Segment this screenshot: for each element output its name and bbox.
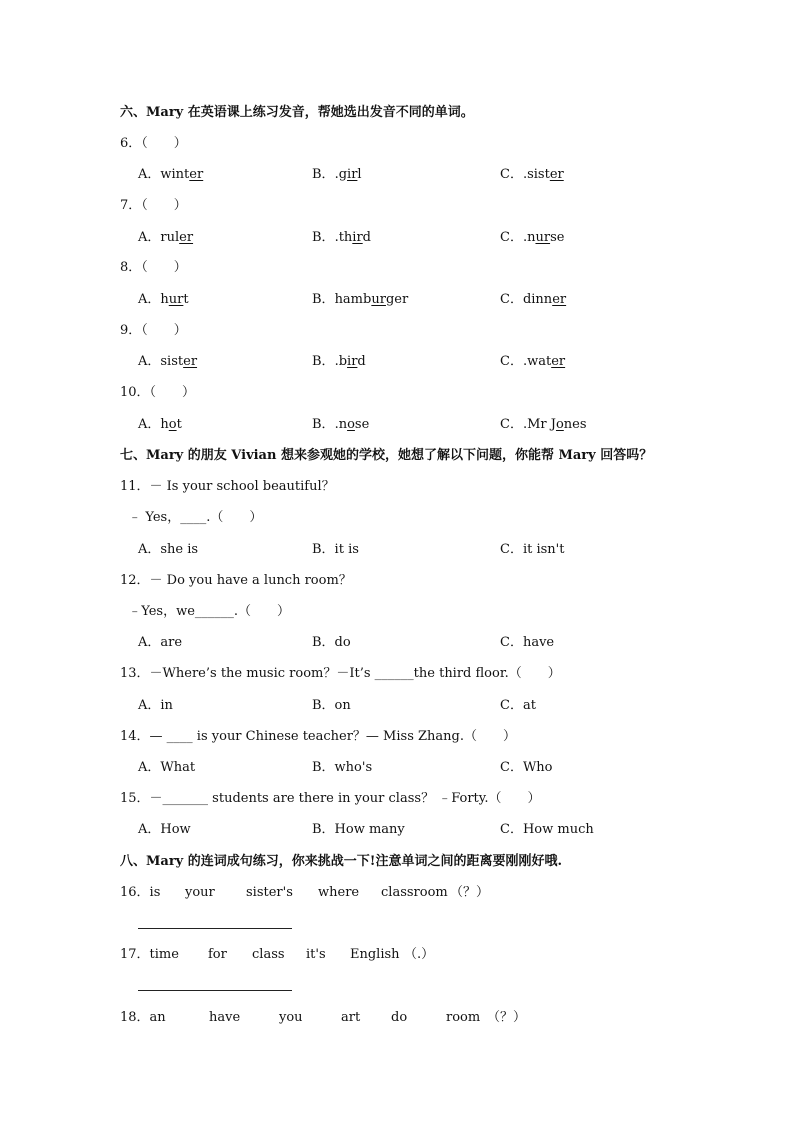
option-a[interactable]: A．in [138,698,173,713]
word: have [209,1010,241,1025]
question-12-options [138,635,738,651]
question-12-answer-stem: ﹣Yes，we______.（ ） [120,604,291,619]
option-b[interactable]: B．.nose [312,417,370,432]
answer-line-17[interactable] [138,990,292,991]
option-b[interactable]: B．who's [312,760,373,775]
question-15-options [138,822,738,838]
word: do [391,1010,408,1025]
question-9-stem: 9．（ ） [120,323,187,338]
option-b[interactable]: B．on [312,698,351,713]
option-c[interactable]: C．at [500,698,536,713]
word: English [350,947,400,962]
option-a[interactable]: A．hot [138,417,182,432]
option-a[interactable]: A．What [138,760,196,775]
question-8-stem: 8．（ ） [120,260,187,275]
question-18-words [120,1010,720,1026]
option-b[interactable]: B．.bird [312,354,366,369]
option-c[interactable]: C．.Mr Jones [500,417,587,432]
option-a[interactable]: A．are [138,635,183,650]
word: classroom [381,885,448,900]
option-b[interactable]: B．hamburger [312,292,409,307]
option-a[interactable]: A．sister [138,354,198,369]
punctuation-hint: （？） [487,1010,527,1025]
section-eight-heading: 八、Mary 的连词成句练习，你来挑战一下!注意单词之间的距离要刚刚好哦. [120,854,562,869]
word: where [318,885,360,900]
punctuation-hint: （？） [450,885,490,900]
word: art [341,1010,361,1025]
question-11-stem: 11．－ Is your school beautiful？ [120,479,335,494]
punctuation-hint: （.） [404,947,435,962]
question-10-stem: 10．（ ） [120,385,196,400]
question-14-stem: 14．— ____ is your Chinese teacher？— Miss Zhang.（ ） [120,729,516,744]
option-a[interactable]: A．she is [138,542,199,557]
option-c[interactable]: C．How much [500,822,594,837]
question-number: 16．is [120,885,161,900]
question-11-options [138,542,738,558]
question-13-options [138,698,738,714]
question-15-stem: 15．－_______ students are there in your class？ ﹣Forty.（ ） [120,791,541,806]
question-16-words [120,885,720,901]
word: class [252,947,285,962]
word: room [446,1010,481,1025]
question-6-stem: 6．（ ） [120,136,187,151]
answer-line-16[interactable] [138,928,292,929]
word: for [208,947,227,962]
option-b[interactable]: B．.third [312,230,371,245]
question-14-options [138,760,738,776]
question-7-stem: 7．（ ） [120,198,187,213]
question-8-options [138,292,738,308]
section-seven-heading: 七、Mary 的朋友 Vivian 想来参观她的学校，她想了解以下问题，你能帮 Mary 回答吗？ [120,448,653,463]
question-10-options [138,417,738,433]
option-c[interactable]: C．.sister [500,167,564,182]
question-9-options [138,354,738,370]
question-17-words [120,947,720,963]
option-c[interactable]: C．it isn't [500,542,565,557]
option-c[interactable]: C．dinner [500,292,567,307]
option-a[interactable]: A．hurt [138,292,189,307]
option-b[interactable]: B．.girl [312,167,362,182]
option-b[interactable]: B．it is [312,542,359,557]
option-b[interactable]: B．How many [312,822,405,837]
section-six-heading: 六、Mary 在英语课上练习发音，帮她选出发音不同的单词。 [120,105,474,120]
word: it's [306,947,326,962]
option-c[interactable]: C．.nurse [500,230,565,245]
question-number: 18．an [120,1010,166,1025]
word: your [185,885,215,900]
option-a[interactable]: A．ruler [138,230,194,245]
option-a[interactable]: A．How [138,822,191,837]
question-11-answer-stem: ﹣ Yes，____.（ ） [120,510,263,525]
word: you [279,1010,303,1025]
option-c[interactable]: C．.water [500,354,566,369]
question-number: 17．time [120,947,179,962]
question-7-options [138,230,738,246]
question-12-stem: 12．－ Do you have a lunch room？ [120,573,352,588]
option-c[interactable]: C．Who [500,760,553,775]
word: sister's [246,885,293,900]
question-6-options [138,167,738,183]
option-a[interactable]: A．winter [138,167,204,182]
question-13-stem: 13．－Where’s the music room？－It’s ______the third floor.（ ） [120,666,561,681]
option-c[interactable]: C．have [500,635,555,650]
option-b[interactable]: B．do [312,635,351,650]
